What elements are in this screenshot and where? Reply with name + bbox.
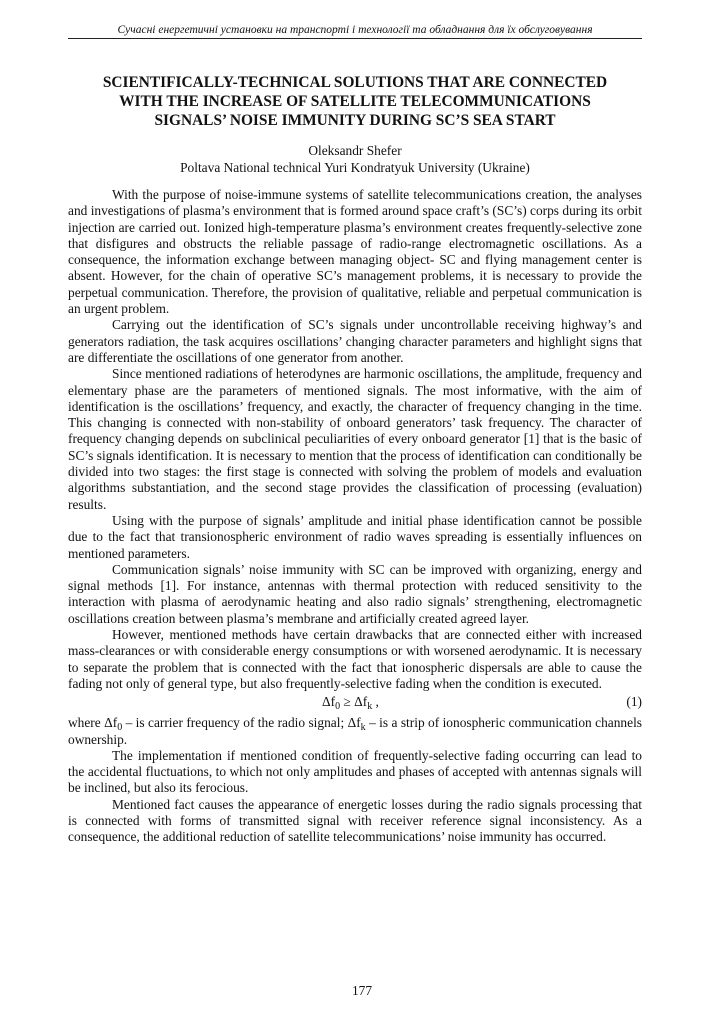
relation-sign: ≥ [340,694,355,710]
paragraph: Mentioned fact causes the appearance of energetic losses during the radio signals processing that is connected with forms of transmitted signal with receiver reference signal inconsistency. As a consequence, the additional reduction of satellite telecommunications’ noise immunity has occurred. [68,796,642,845]
formula-trail: , [372,694,379,710]
equation-1 [68,693,642,715]
where-clause [68,715,642,748]
paragraph: Using with the purpose of signals’ amplitude and initial phase identification cannot be possible due to the fact that transionospheric environment of radio waves spreading is essentially influences on mentioned parameters. [68,512,642,561]
paragraph: However, mentioned methods have certain drawbacks that are connected either with increased mass-clearances or with considerable energy consumptions or with worsened aerodynamic. It is necessary to separate the problem that is connected with the fact that ionospheric dispersals are able to cause the fading not only of general type, but also frequently-selective fading when the condition is executed. [68,627,642,691]
page [68,24,642,846]
symbol-delta-f: Δf [347,715,361,731]
equation-number: (1) [626,694,642,710]
where-part2: – is a strip of ionospheric communication channels ownership. [68,715,643,747]
title-line: WITH THE INCREASE OF SATELLITE TELECOMMUNICATIONS [119,93,591,110]
author-name: Oleksandr Shefer [308,143,402,158]
subscript-k: k [360,722,366,734]
subscript-0: 0 [117,722,123,734]
symbol-delta-f: Δf [354,694,368,710]
article-body [68,187,642,846]
equation-formula [322,694,379,713]
symbol-delta-f: Δf [104,715,118,731]
page-number: 177 [351,983,373,998]
subscript-0: 0 [335,701,341,713]
paragraph: The implementation if mentioned condition of frequently-selective fading occurring can lead to the accidental fluctuations, to which not only amplitudes and phases of accepted with antennas signals will be inclined, but also its ferocious. [68,747,642,796]
paragraph: With the purpose of noise-immune systems of satellite telecommunications creation, the analyses and investigations of plasma’s environment that is formed around space craft’s (SC’s) corps during its orbit injection are carried out. Ionized high-temperature plasma’s environment creates frequently-selective zone that disfigures and obstructs the reliable passage of radio-range electromagnetic oscillations. As a consequence, the information exchange between managing object- SC and flying management center is absent. However, for the chain of operative SC’s management problems, it is necessary to provide the perpetual communication. Therefore, the provision of qualitative, reliable and perpetual communication is an urgent problem. [68,187,642,317]
where-part1: – is carrier frequency of the radio signal; [122,715,348,731]
running-header: Сучасні енергетичні установки на транспорті і технології та обладнання для їх обслуговування [68,24,642,39]
author-block [68,142,642,176]
symbol-delta-f: Δf [322,694,336,710]
subscript-k: k [367,701,373,713]
title-line: SIGNALS’ NOISE IMMUNITY DURING SC’S SEA START [154,112,556,129]
where-text [68,715,642,748]
where-lead: where [68,715,105,731]
paragraph: Since mentioned radiations of heterodynes are harmonic oscillations, the amplitude, frequency and elementary phase are the parameters of mentioned signals. The most informative, with the aim of identification is the oscillations’ frequency, and exactly, the character of frequency changing in the time. This changing is connected with non-stability of onboard generators’ task frequency. The character of frequency changing depends on subclinical peculiarities of every onboard generator [1] that is the basic of SC’s signals identification. It is necessary to mention that the process of identification can conditionally be divided into two stages: the first stage is connected with solving the problem of models and evaluation algorithms substantiation, and the second stage provides the classification of processing (evaluation) results. [68,366,642,512]
paragraph: Communication signals’ noise immunity with SC can be improved with organizing, energy and signal methods [1]. For instance, antennas with thermal protection with reduced sensitivity to the interaction with plasma of aerodynamic heating and also radio signals’ strengthening, electromagnetic oscillations creation between plasma’s membrane and artificially created agreed layer. [68,561,642,626]
title-line: SCIENTIFICALLY-TECHNICAL SOLUTIONS THAT ARE CONNECTED [102,74,608,91]
author-affiliation: Poltava National technical Yuri Kondratyuk University (Ukraine) [180,160,530,175]
paragraph: Carrying out the identification of SC’s signals under uncontrollable receiving highway’s and generators radiation, the task acquires oscillations’ changing character parameters and highlight signs that are differentiate the oscillations of one generator from another. [68,317,642,365]
article-title [68,73,642,130]
